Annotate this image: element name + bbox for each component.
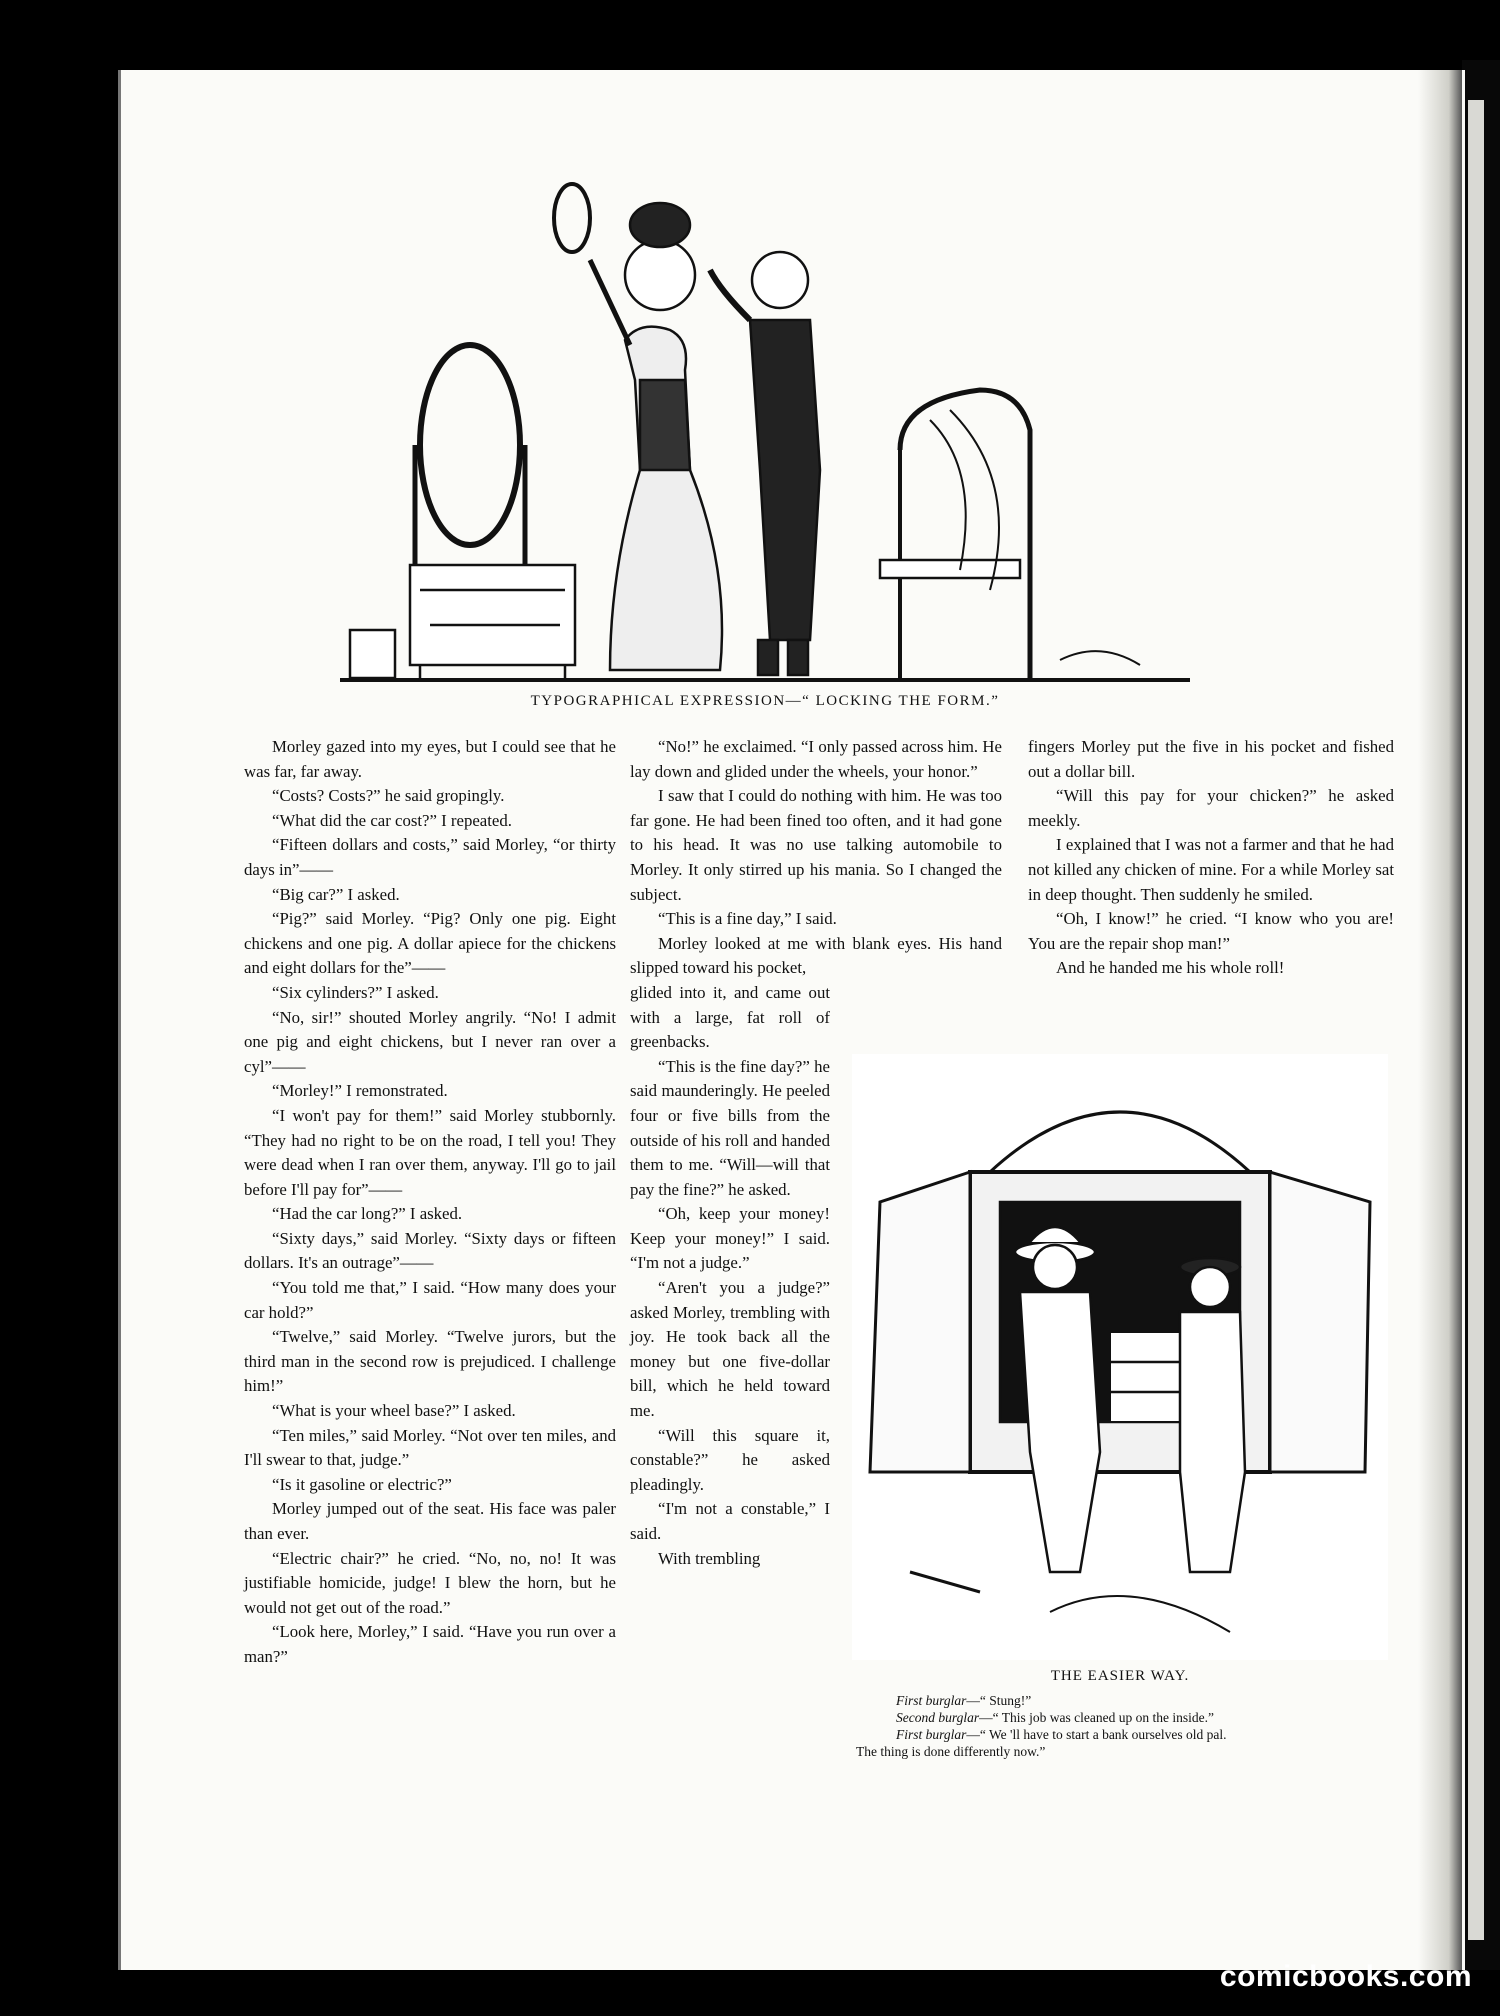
story-column-2 xyxy=(630,735,1002,1571)
story-paragraph: fingers Morley put the five in his pocket and fished out a dollar bill. xyxy=(1028,737,1394,781)
dialog-text: “ This job was cleaned up on the inside.” xyxy=(992,1710,1214,1725)
story-paragraph: “I won't pay for them!” said Morley stubbornly. “They had no right to be on the road, I tell you! They were dead when I ran over them, anyway. I'll go to jail before I'll pay for”—— xyxy=(244,1105,616,1199)
bottom-illustration-title: THE EASIER WAY. xyxy=(1050,1668,1190,1684)
story-paragraph: “Oh, keep your money! Keep your money!” I said. “I'm not a judge.” xyxy=(630,1204,830,1273)
story-paragraph: “Will this pay for your chicken?” he asked meekly. xyxy=(1028,786,1394,830)
dialog-text: “ Stung!” xyxy=(979,1693,1032,1708)
story-paragraph: “Is it gasoline or electric?” xyxy=(272,1474,452,1494)
bottom-illustration xyxy=(850,1052,1390,1662)
story-paragraph: “Fifteen dollars and costs,” said Morley, “or thirty days in”—— xyxy=(244,835,616,879)
story-paragraph: “Had the car long?” I asked. xyxy=(272,1204,463,1224)
dialog-speaker: Second burglar xyxy=(896,1710,980,1725)
dialog-line xyxy=(856,1743,1396,1760)
story-paragraph: glided into it, and came out with a large, fat roll of greenbacks. xyxy=(630,982,830,1052)
story-paragraph: “No, sir!” shouted Morley angrily. “No! I admit one pig and eight chickens, but I never ran over a cyl”—— xyxy=(244,1007,616,1076)
story-paragraph: “Aren't you a judge?” asked Morley, trembling with joy. He took back all the money but one five-dollar bill, which he held toward me. xyxy=(630,1278,830,1421)
page-gutter-shadow xyxy=(1418,70,1462,1970)
story-paragraph: “Sixty days,” said Morley. “Sixty days or fifteen dollars. It's an outrage”—— xyxy=(244,1228,616,1273)
story-paragraph: “You told me that,” I said. “How many does your car hold?” xyxy=(244,1278,616,1322)
story-column-2-narrow xyxy=(630,981,830,1571)
bottom-illustration-dialog xyxy=(856,1692,1396,1760)
dialog-speaker: First burglar xyxy=(896,1693,967,1708)
story-paragraph: And he handed me his whole roll! xyxy=(1056,958,1285,978)
story-paragraph: “Ten miles,” said Morley. “Not over ten miles, and I'll swear to that, judge.” xyxy=(244,1425,616,1470)
story-paragraph: “What did the car cost?” I repeated. xyxy=(272,810,512,830)
story-paragraph: “Electric chair?” he cried. “No, no, no! It was justifiable homicide, judge! I blew the horn, but he would not get out of the road.” xyxy=(244,1548,616,1617)
story-paragraph: “This is a fine day,” I said. xyxy=(658,909,837,929)
story-paragraph: “What is your wheel base?” I asked. xyxy=(272,1401,516,1421)
story-paragraph: Morley gazed into my eyes, but I could see that he was far, far away. xyxy=(244,737,616,781)
story-column-3 xyxy=(1028,735,1394,981)
story-paragraph: “No!” he exclaimed. “I only passed across him. He lay down and glided under the wheels, your honor.” xyxy=(630,737,1002,781)
dialog-speaker: First burglar xyxy=(896,1727,967,1742)
story-column-2-wide xyxy=(630,735,1002,981)
story-paragraph: “Pig?” said Morley. “Pig? Only one pig. Eight chickens and one pig. A dollar apiece for the chickens and eight dollars for the”—— xyxy=(244,909,616,978)
facing-page-edge xyxy=(1468,100,1484,1940)
story-paragraph: “Big car?” I asked. xyxy=(272,884,400,904)
story-paragraph: “Look here, Morley,” I said. “Have you run over a man?” xyxy=(244,1622,616,1666)
story-paragraph: “I'm not a constable,” I said. xyxy=(630,1499,830,1543)
dialog-line: First burglar—“ We 'll have to start a bank ourselves old pal. xyxy=(896,1727,1227,1742)
story-paragraph: “Morley!” I remonstrated. xyxy=(272,1081,448,1101)
top-illustration xyxy=(340,170,1190,690)
dialog-text: The thing is done differently now.” xyxy=(856,1744,1046,1759)
story-paragraph: “Twelve,” said Morley. “Twelve jurors, but the third man in the second row is prejudiced. I challenge him!” xyxy=(244,1327,616,1396)
story-paragraph: “Will this square it, constable?” he asked pleadingly. xyxy=(630,1425,830,1494)
story-column-1 xyxy=(244,735,616,1670)
top-illustration-caption: TYPOGRAPHICAL EXPRESSION—“ LOCKING THE FORM.” xyxy=(530,693,1000,709)
story-paragraph: I saw that I could do nothing with him. He was too far gone. He had been fined too often, and it had gone to his head. It was no use talking automobile to Morley. It only stirred up his mania. So I changed the subject. xyxy=(630,786,1002,904)
site-watermark: comicbooks.com xyxy=(1219,1960,1472,1993)
dialog-line: Second burglar—“ This job was cleaned up on the inside.” xyxy=(896,1710,1214,1725)
story-paragraph: “Six cylinders?” I asked. xyxy=(272,982,439,1002)
story-paragraph: “Oh, I know!” he cried. “I know who you are! You are the repair shop man!” xyxy=(1028,909,1394,953)
story-paragraph: Morley jumped out of the seat. His face was paler than ever. xyxy=(244,1499,616,1543)
dialog-line: First burglar—“ Stung!” xyxy=(896,1693,1032,1708)
story-paragraph: “This is the fine day?” he said maunderingly. He peeled four or five bills from the outside of his roll and handed them to me. “Will—will that pay the fine?” he asked. xyxy=(630,1056,830,1199)
dialog-text: “ We 'll have to start a bank ourselves old pal. xyxy=(979,1727,1227,1742)
story-paragraph: I explained that I was not a farmer and that he had not killed any chicken of mine. For a while Morley sat in deep thought. Then suddenly he smiled. xyxy=(1028,835,1394,904)
story-paragraph: With trembling xyxy=(658,1548,761,1568)
story-paragraph: “Costs? Costs?” he said gropingly. xyxy=(272,786,505,806)
story-paragraph: Morley looked at me with blank eyes. His hand slipped toward his pocket, xyxy=(630,933,1002,978)
